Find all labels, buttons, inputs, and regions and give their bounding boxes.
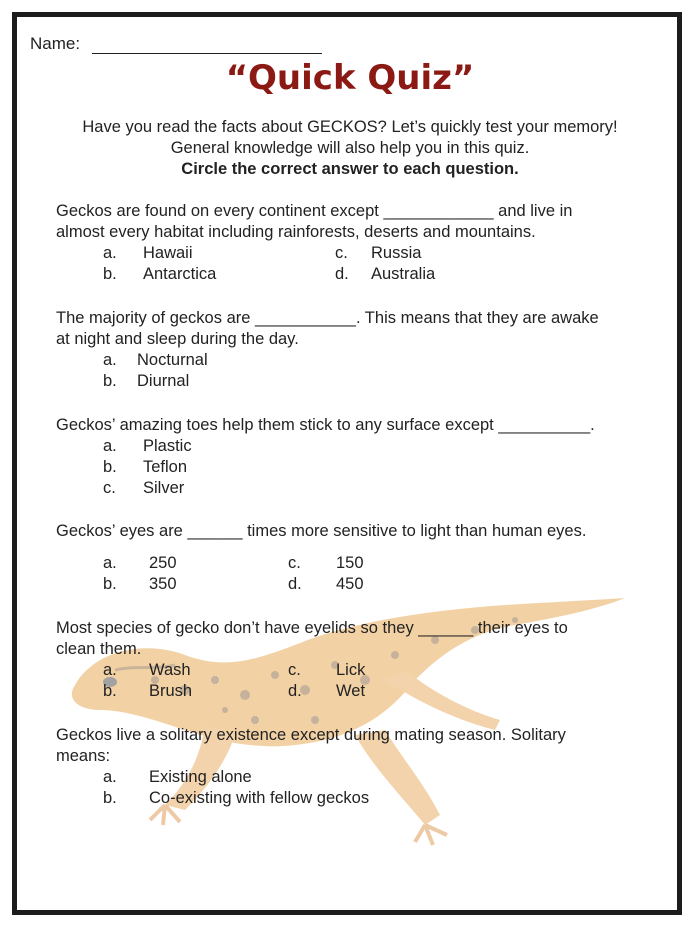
- option[interactable]: [103, 350, 208, 371]
- option[interactable]: [103, 681, 192, 702]
- option[interactable]: [103, 457, 187, 478]
- question-text: almost every habitat including rainforests, deserts and mountains.: [56, 223, 536, 241]
- question-4: [56, 521, 656, 542]
- question-3: [56, 415, 656, 436]
- option-text: Co-existing with fellow geckos: [149, 789, 370, 807]
- option-text: Teflon: [143, 458, 188, 476]
- option-letter: b.: [103, 458, 117, 476]
- option[interactable]: [103, 371, 189, 392]
- option[interactable]: [288, 681, 365, 702]
- option[interactable]: [103, 264, 216, 285]
- option-letter: c.: [103, 479, 116, 497]
- option-text: Hawaii: [143, 244, 193, 262]
- option-text: Russia: [371, 244, 422, 262]
- question-text: Geckos live a solitary existence except during mating season. Solitary: [56, 726, 566, 744]
- option-letter: c.: [335, 244, 348, 262]
- question-text: means:: [56, 747, 111, 765]
- question-text: The majority of geckos are ___________. This means that they are awake: [56, 309, 599, 327]
- option[interactable]: [103, 574, 177, 595]
- option[interactable]: [103, 553, 177, 574]
- option[interactable]: [103, 478, 184, 499]
- option-text: Diurnal: [137, 372, 190, 390]
- option-letter: b.: [103, 682, 117, 700]
- intro: [0, 117, 700, 180]
- option-letter: b.: [103, 575, 117, 593]
- option-text: Plastic: [143, 437, 192, 455]
- name-blank[interactable]: [92, 37, 322, 54]
- option[interactable]: [335, 243, 421, 264]
- option-text: 350: [149, 575, 177, 593]
- option-letter: d.: [288, 575, 302, 593]
- option-letter: b.: [103, 789, 117, 807]
- option-letter: d.: [335, 265, 349, 283]
- question-2: [56, 308, 656, 350]
- option[interactable]: [103, 660, 191, 681]
- page-title: “Quick Quiz”: [225, 58, 475, 98]
- option-text: Brush: [149, 682, 193, 700]
- option-letter: a.: [103, 661, 117, 679]
- question-text: Geckos’ amazing toes help them stick to any surface except __________.: [56, 416, 595, 434]
- option-letter: a.: [103, 437, 117, 455]
- option-letter: a.: [103, 768, 117, 786]
- option[interactable]: [288, 553, 364, 574]
- option-text: Wet: [336, 682, 366, 700]
- option[interactable]: [288, 660, 365, 681]
- option-letter: b.: [103, 265, 117, 283]
- option[interactable]: [103, 243, 193, 264]
- question-text: Geckos are found on every continent except ____________ and live in: [56, 202, 573, 220]
- option[interactable]: [103, 436, 192, 457]
- option[interactable]: [335, 264, 435, 285]
- name-label: Name:: [30, 34, 81, 53]
- option-letter: a.: [103, 244, 117, 262]
- option-letter: a.: [103, 351, 117, 369]
- option-letter: c.: [288, 661, 301, 679]
- option[interactable]: [103, 788, 369, 809]
- question-5: [56, 618, 656, 660]
- option[interactable]: [103, 767, 252, 788]
- question-1: [56, 201, 656, 243]
- option-text: Wash: [149, 661, 191, 679]
- name-row: [30, 34, 322, 54]
- option-text: Silver: [143, 479, 185, 497]
- question-text: Geckos’ eyes are ______ times more sensitive to light than human eyes.: [56, 522, 587, 540]
- question-6: [56, 725, 656, 767]
- intro-line: Have you read the facts about GECKOS? Let’s quickly test your memory!: [82, 118, 618, 136]
- option-text: 250: [149, 554, 177, 572]
- option-text: 450: [336, 575, 364, 593]
- option[interactable]: [288, 574, 364, 595]
- option-text: Australia: [371, 265, 436, 283]
- question-text: Most species of gecko don’t have eyelids so they ______ their eyes to: [56, 619, 568, 637]
- option-letter: d.: [288, 682, 302, 700]
- instruction: Circle the correct answer to each question.: [181, 160, 519, 178]
- option-letter: b.: [103, 372, 117, 390]
- option-text: Nocturnal: [137, 351, 208, 369]
- option-text: Antarctica: [143, 265, 217, 283]
- question-text: at night and sleep during the day.: [56, 330, 299, 348]
- option-letter: c.: [288, 554, 301, 572]
- intro-line: General knowledge will also help you in this quiz.: [170, 139, 530, 157]
- option-letter: a.: [103, 554, 117, 572]
- option-text: Existing alone: [149, 768, 252, 786]
- option-text: 150: [336, 554, 364, 572]
- option-text: Lick: [336, 661, 366, 679]
- question-text: clean them.: [56, 640, 142, 658]
